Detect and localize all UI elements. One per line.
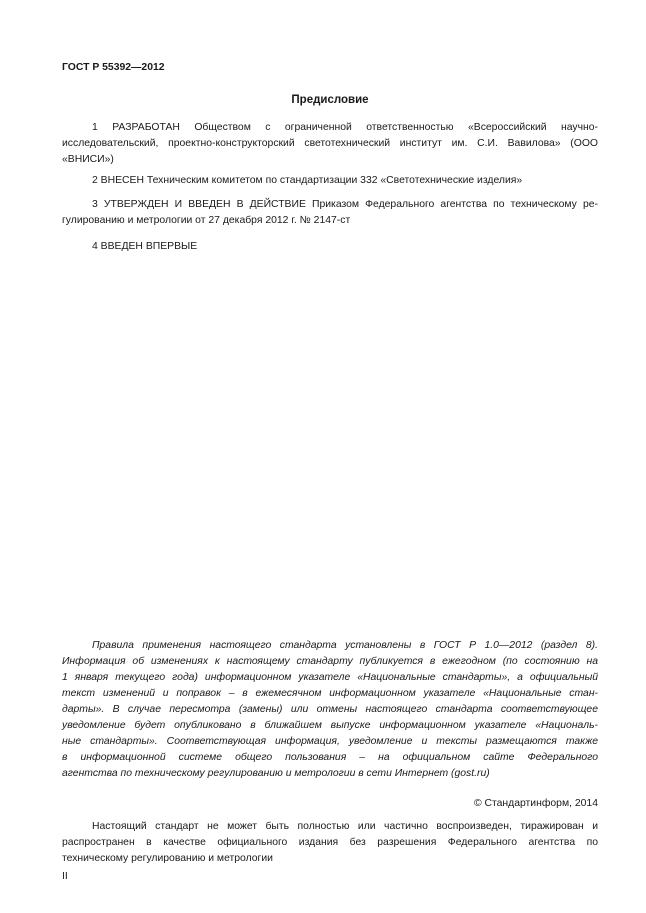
page-title: Предисловие [291,94,369,106]
page-number: II [62,871,68,882]
copyright: © Стандартинформ, 2014 [473,798,598,809]
text-line: Правила применения настоящего стандарта установлены в ГОСТ Р 1.0—2012 (раздел 8). [92,640,598,651]
text-line: текст изменений и поправок – в ежемесячном информационном указателе «Национальные стан- [62,688,598,699]
text-line: 1 РАЗРАБОТАН Обществом с ограниченной ответственностью «Всероссийский научно- [92,122,598,133]
text-line: 1 января текущего года) информационном указателе «Национальные стандарты», а официальный [62,672,598,683]
text-line: 4 ВВЕДЕН ВПЕРВЫЕ [92,241,198,252]
document-id-header: ГОСТ Р 55392—2012 [62,62,165,73]
text-line: 3 УТВЕРЖДЕН И ВВЕДЕН В ДЕЙСТВИЕ Приказом Федерального агентства по техническому ре- [92,199,598,210]
text-line: техническому регулированию и метрологии [62,853,273,864]
text-line: «ВНИСИ») [62,154,114,165]
text-line: 2 ВНЕСЕН Техническим комитетом по стандартизации 332 «Светотехнические изделия» [92,175,523,186]
text-line: гулированию и метрологии от 27 декабря 2012 г. № 2147-ст [62,215,351,226]
text-line: Информация об изменениях к настоящему стандарту публикуется в ежегодном (по состоянию на [62,656,598,667]
text-line: дарты». В случае пересмотра (замены) или отмены настоящего стандарта соответствующее [62,704,598,715]
text-line: уведомление будет опубликовано в ближайшем выпуске информационном указателе «Националь- [62,720,598,731]
text-line: агентства по техническому регулированию и метрологии в сети Интернет (gost.ru) [62,768,490,779]
text-line: исследовательский, проектно-конструкторский светотехнический институт им. С.И. Вавилова» (ООО [62,138,598,149]
text-line: распространен в качестве официального издания без разрешения Федерального агентства по [62,837,598,848]
text-line: Настоящий стандарт не может быть полностью или частично воспроизведен, тиражирован и [92,821,598,832]
text-line: ные стандарты». Соответствующая информация, уведомление и тексты размещаются также [62,736,598,747]
text-line: в информационной системе общего пользования – на официальном сайте Федерального [62,752,598,763]
